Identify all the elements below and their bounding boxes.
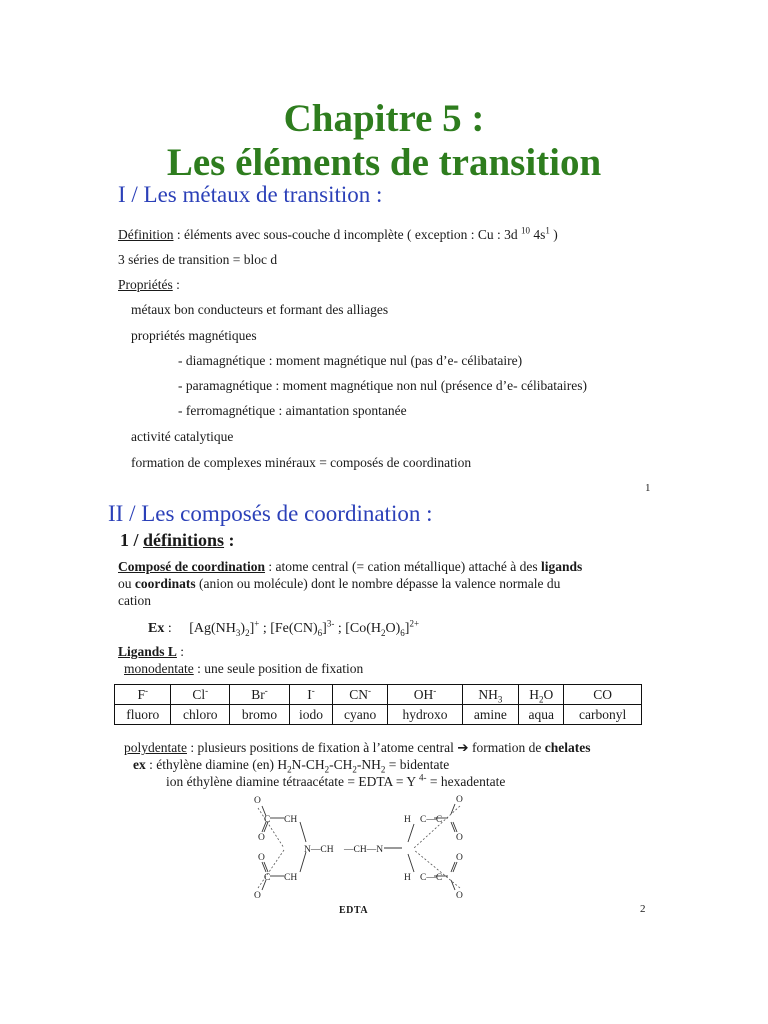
- mag-ferromagnetic: - ferromagnétique : aimantation spontanée: [178, 403, 407, 418]
- edta-atom-label: O: [456, 853, 463, 863]
- ligand-name-row: [115, 705, 642, 725]
- page-number-2: 2: [640, 903, 646, 915]
- polydentate-text: : plusieurs positions de fixation à l’atome central: [186, 740, 458, 755]
- series-line: 3 séries de transition = bloc d: [118, 252, 278, 267]
- compose-line-2: [118, 575, 560, 593]
- polydentate-text-2: formation de: [468, 740, 545, 755]
- ligand-formula-cell: $NH_3$: [462, 685, 518, 705]
- compose-line2-pre: ou: [118, 576, 135, 591]
- chelates-term: chelates: [544, 740, 591, 755]
- compose-line-3: cation: [118, 593, 151, 608]
- mag-diamagnetic: - diamagnétique : moment magnétique nul (pas d’e- célibataire): [178, 353, 523, 368]
- properties-colon: :: [172, 277, 180, 292]
- definition-text: : éléments avec sous-couche d incomplète ( exception : Cu : 3d: [173, 227, 522, 242]
- prop-catalytic: activité catalytique: [131, 429, 234, 444]
- definition-sup-2: 1: [545, 225, 550, 236]
- svg-text:C—C: C—C: [420, 873, 443, 883]
- edta-atom-label: C: [264, 873, 271, 883]
- edta-atom-label: O: [258, 833, 265, 843]
- ligand-formula-cell: CN-: [333, 685, 388, 705]
- ex2-label: ex: [133, 757, 146, 772]
- polydentate-line: [124, 739, 590, 757]
- ligand-formula-row: [115, 685, 642, 705]
- monodentate-line: [124, 660, 363, 678]
- examples-line: Ex : $[Ag(NH_3)_2]^+$ ; $[Fe(CN)_6]^{3-}$ ; $[Co(H_2O)_6]^{2+}$: [148, 618, 420, 638]
- ligands-heading: [118, 643, 184, 661]
- compose-text: : atome central (= cation métallique) attaché à des: [265, 559, 542, 574]
- mag-paramagnetic: - paramagnétique : moment magnétique non nul (présence d’e- célibataires): [178, 378, 587, 393]
- ex-cobalt-complex: $[Co(H_2O)_6]^{2+}$: [345, 618, 420, 638]
- compose-label: Composé de coordination: [118, 559, 266, 574]
- compose-line-1: [118, 558, 582, 576]
- edta-chain: N—CH: [304, 845, 334, 855]
- page-number-1: 1: [645, 482, 651, 494]
- arrow-icon: ➔: [457, 740, 469, 755]
- prop-complexes: formation de complexes minéraux = composés de coordination: [131, 455, 472, 470]
- edta-line: ion éthylène diamine tétraacétate = EDTA = Y $^{4-}$ = hexadentate: [166, 772, 506, 789]
- edta-caption: EDTA: [339, 905, 369, 916]
- edta-atom-label: O: [254, 891, 261, 901]
- ligand-name-cell: chloro: [171, 705, 230, 725]
- ligand-name-cell: amine: [462, 705, 518, 725]
- ligands-colon: :: [176, 644, 185, 659]
- ligand-formula-cell: CO: [564, 685, 642, 705]
- ligand-name-cell: hydroxo: [388, 705, 462, 725]
- definition-sup-1: 10: [521, 225, 531, 236]
- ex-label: Ex: [148, 621, 165, 636]
- polydentate-label: polydentate: [124, 740, 187, 755]
- edta-atom-label: O: [254, 796, 261, 806]
- compose-line2-text: (anion ou molécule) dont le nombre dépasse la valence normale du: [195, 576, 561, 591]
- edta-atom-label: O: [456, 795, 463, 805]
- properties-line: [118, 276, 180, 294]
- definition-line: [118, 226, 558, 244]
- ligand-name-cell: bromo: [230, 705, 290, 725]
- ex-iron-complex: $[Fe(CN)_6]^{3-}$: [270, 618, 335, 638]
- ligand-formula-cell: Cl-: [171, 685, 230, 705]
- monodentate-label: monodentate: [124, 661, 194, 676]
- edta-atom-label: H: [404, 873, 411, 883]
- edta-atom-label: H: [404, 815, 411, 825]
- ligand-formula-cell: F-: [115, 685, 171, 705]
- edta-atom-label: C: [264, 815, 271, 825]
- definition-end: ): [549, 227, 558, 242]
- properties-label: Propriétés: [118, 277, 173, 292]
- edta-atom-label: O: [456, 891, 463, 901]
- ligand-name-cell: fluoro: [115, 705, 171, 725]
- edta-atom-label: O: [456, 833, 463, 843]
- subsection-colon: :: [224, 530, 235, 550]
- coordinats-term: coordinats: [134, 576, 196, 591]
- definition-label: Définition: [118, 227, 174, 242]
- ligand-formula-cell: I-: [289, 685, 332, 705]
- definition-mid: 4s: [530, 227, 546, 242]
- ex2-colon: :: [145, 757, 157, 772]
- ligands-term: ligands: [541, 559, 583, 574]
- edta-atom-label: CH: [284, 815, 298, 825]
- prop-magnetic: propriétés magnétiques: [131, 328, 257, 343]
- subsection-title: définitions: [143, 530, 225, 550]
- ex-colon: :: [164, 621, 172, 636]
- chapter-title: Chapitre 5 :: [283, 97, 485, 140]
- prop-conductors: métaux bon conducteurs et formant des alliages: [131, 302, 389, 317]
- ligand-formula-cell: OH-: [388, 685, 462, 705]
- edta-chain-rest: —CH—N: [344, 845, 384, 855]
- ligand-name-cell: aqua: [519, 705, 564, 725]
- ligand-formula-cell: $H_2O$: [519, 685, 564, 705]
- chapter-subtitle: Les éléments de transition: [166, 141, 602, 184]
- ligand-name-cell: carbonyl: [564, 705, 642, 725]
- section-2-heading: II / Les composés de coordination :: [108, 501, 433, 526]
- en-line: ex : éthylène diamine (en) $H_2N-CH_2-CH_2-NH_2$ = bidentate: [133, 757, 450, 775]
- ligand-name-cell: cyano: [333, 705, 388, 725]
- ligands-label: Ligands L: [118, 644, 177, 659]
- edta-structure: [244, 792, 474, 904]
- section-1-heading: I / Les métaux de transition :: [118, 182, 383, 207]
- edta-atom-label: CH: [284, 873, 298, 883]
- edta-atom-label: O: [258, 853, 265, 863]
- ligand-table: [114, 684, 642, 725]
- ex-silver-complex: $[Ag(NH_3)_2]^+$: [189, 618, 260, 638]
- subsection-heading: [120, 530, 235, 551]
- svg-text:C—C: C—C: [420, 815, 443, 825]
- ligand-name-cell: iodo: [289, 705, 332, 725]
- ligand-formula-cell: Br-: [230, 685, 290, 705]
- subsection-number: 1 /: [120, 530, 144, 550]
- monodentate-text: : une seule position de fixation: [193, 661, 364, 676]
